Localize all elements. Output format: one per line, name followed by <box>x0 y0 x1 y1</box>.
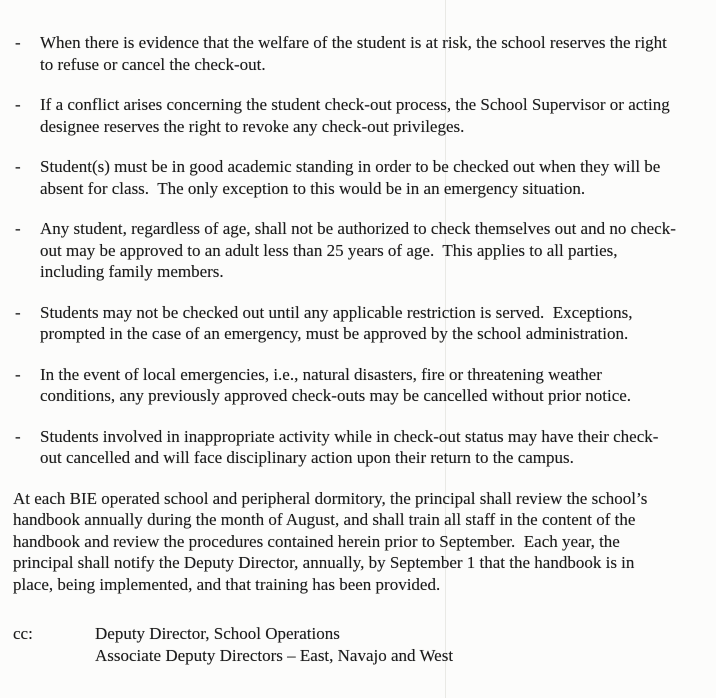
text-line: handbook annually during the month of August, and shall train all staff in the content of the <box>13 510 636 529</box>
bullet-text <box>40 94 716 137</box>
text-line: Students may not be checked out until any applicable restriction is served. Exceptions, <box>40 302 633 322</box>
cc-entries <box>95 623 716 666</box>
bullet-item-local-emergencies <box>0 364 716 407</box>
text-line: prompted in the case of an emergency, must be approved by the school administration. <box>40 324 629 343</box>
text-line: out may be approved to an adult less than 25 years of age. This applies to all parties, <box>40 240 618 260</box>
bullet-text <box>40 156 716 199</box>
text-line: including family members. <box>40 262 224 281</box>
text-line: handbook and review the procedures contained herein prior to September. Each year, the <box>13 531 620 551</box>
text-line: absent for class. The only exception to this would be in an emergency situation. <box>40 178 586 198</box>
text-line: designee reserves the right to revoke any check-out privileges. <box>40 116 465 136</box>
bullet-dash: - <box>15 426 21 446</box>
text-line: If a conflict arises concerning the student check-out process, the School Supervisor or acting <box>40 95 670 114</box>
bullet-dash: - <box>15 364 21 384</box>
bullet-dash: - <box>15 95 21 114</box>
bullet-item-restriction <box>0 302 716 345</box>
cc-entry: Deputy Director, School Operations <box>95 624 340 643</box>
bullet-item-age-requirement <box>0 218 716 283</box>
body-paragraph-principal-review <box>0 488 716 596</box>
document-content <box>0 32 716 666</box>
bullet-text <box>40 32 716 75</box>
text-line: principal shall notify the Deputy Director, annually, by September 1 that the handbook is in <box>13 553 635 572</box>
bullet-dash: - <box>15 33 21 52</box>
text-line: Students involved in inappropriate activity while in check-out status may have their check- <box>40 426 659 446</box>
text-line: When there is evidence that the welfare of the student is at risk, the school reserves the right <box>40 33 667 52</box>
bullet-text <box>40 218 716 283</box>
text-line: Any student, regardless of age, shall not be authorized to check themselves out and no check- <box>40 219 676 238</box>
bullet-item-welfare <box>0 32 716 75</box>
bullet-dash: - <box>15 157 21 176</box>
bullet-text <box>40 426 716 469</box>
text-line: out cancelled and will face disciplinary action upon their return to the campus. <box>40 448 574 467</box>
bullet-text <box>40 364 716 407</box>
text-line: In the event of local emergencies, i.e., natural disasters, fire or threatening weather <box>40 364 602 384</box>
bullet-item-academic-standing <box>0 156 716 199</box>
bullet-dash: - <box>15 302 21 322</box>
cc-label: cc: <box>13 624 33 643</box>
text-line: At each BIE operated school and peripheral dormitory, the principal shall review the school’s <box>13 488 648 508</box>
text-line: to refuse or cancel the check-out. <box>40 54 266 74</box>
cc-block <box>0 623 716 666</box>
bullet-item-inappropriate-activity <box>0 426 716 469</box>
text-line: Student(s) must be in good academic standing in order to be checked out when they will be <box>40 157 661 176</box>
bullet-text <box>40 302 716 345</box>
text-line: place, being implemented, and that training has been provided. <box>13 574 441 594</box>
text-line: conditions, any previously approved check-outs may be cancelled without prior notice. <box>40 386 632 405</box>
bullet-item-conflict <box>0 94 716 137</box>
bullet-dash: - <box>15 219 21 238</box>
cc-entry: Associate Deputy Directors – East, Navajo and West <box>95 645 454 665</box>
